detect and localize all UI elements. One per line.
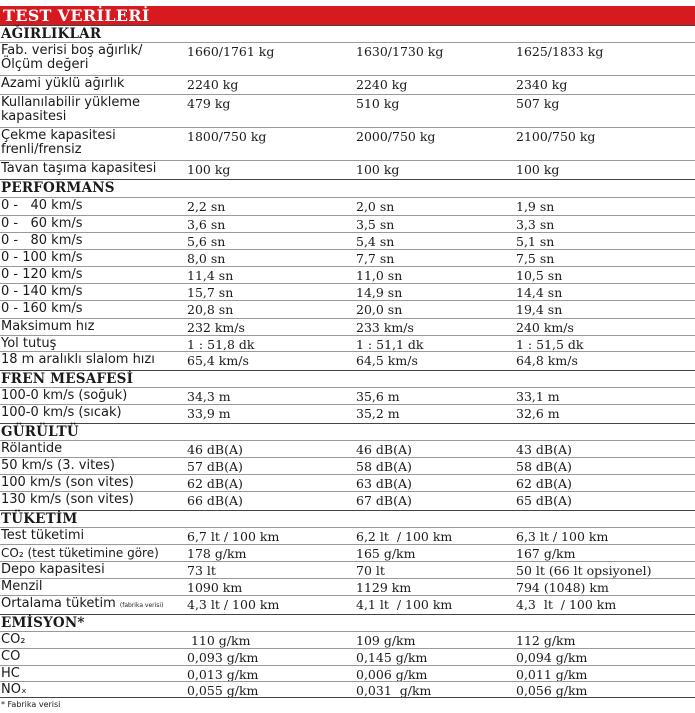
value-car-1: 1 : 51,8 dk [187, 337, 255, 352]
value-car-2: 20,0 sn [356, 302, 403, 317]
table-row [0, 75, 695, 94]
value-car-1: 62 dB(A) [187, 476, 243, 491]
value-car-2: 109 g/km [356, 633, 416, 648]
row-label: 130 km/s (son vites) [1, 492, 134, 507]
value-car-1: 100 kg [187, 162, 231, 177]
value-car-2: 67 dB(A) [356, 493, 412, 508]
table-row [0, 127, 695, 160]
table-row [0, 527, 695, 545]
table-row [0, 595, 695, 614]
value-car-2: 70 lt [356, 563, 385, 578]
value-car-3: 0,011 g/km [516, 667, 588, 682]
row-label: CO [1, 649, 21, 664]
table-row [0, 544, 695, 562]
value-car-2: 64,5 km/s [356, 353, 418, 368]
value-car-3: 14,4 sn [516, 285, 563, 300]
value-car-2: 1129 km [356, 580, 412, 595]
value-car-2: 1 : 51,1 dk [356, 337, 424, 352]
value-car-3: 5,1 sn [516, 234, 555, 249]
table-row [0, 457, 695, 475]
table-row [0, 681, 695, 698]
row-label: 0 - 40 km/s [1, 198, 83, 213]
table-row [0, 578, 695, 596]
row-label: Kullanılabilir yükleme kapasitesi [1, 95, 141, 124]
value-car-2: 0,006 g/km [356, 667, 428, 682]
row-label: Fab. verisi boş ağırlık/ Ölçüm değeri [1, 43, 143, 72]
value-car-3: 32,6 m [516, 406, 560, 421]
value-car-3: 7,5 sn [516, 251, 555, 266]
row-label: Depo kapasitesi [1, 562, 105, 577]
table-row [0, 631, 695, 649]
row-label: Rölantide [1, 441, 63, 456]
row-label: 0 - 160 km/s [1, 301, 83, 316]
value-car-2: 6,2 lt / 100 km [356, 529, 453, 544]
value-car-2: 5,4 sn [356, 234, 395, 249]
table-row [0, 197, 695, 215]
table-row [0, 648, 695, 666]
value-car-1: 4,3 lt / 100 km [187, 597, 280, 612]
value-car-2: 4,1 lt / 100 km [356, 597, 453, 612]
row-label: 100 km/s (son vites) [1, 475, 134, 490]
value-car-3: 6,3 lt / 100 km [516, 529, 609, 544]
row-label: 100-0 km/s (sıcak) [1, 405, 122, 420]
row-label: 50 km/s (3. vites) [1, 458, 116, 473]
value-car-1: 6,7 lt / 100 km [187, 529, 280, 544]
value-car-1: 0,013 g/km [187, 667, 259, 682]
value-car-2: 0,031 g/km [356, 683, 432, 698]
value-car-3: 1,9 sn [516, 199, 555, 214]
value-car-2: 7,7 sn [356, 251, 395, 266]
value-car-2: 165 g/km [356, 546, 416, 561]
table-row [0, 387, 695, 405]
value-car-1: 11,4 sn [187, 268, 234, 283]
section-header-fren-mesafesi: FREN MESAFESİ [0, 370, 695, 387]
table-row [0, 249, 695, 267]
row-label: Azami yüklü ağırlık [1, 76, 125, 91]
value-car-2: 2,0 sn [356, 199, 395, 214]
table-row [0, 491, 695, 510]
value-car-3: 64,8 km/s [516, 353, 578, 368]
row-label: Yol tutuş [1, 336, 57, 351]
value-car-1: 178 g/km [187, 546, 247, 561]
table-row [0, 94, 695, 127]
value-car-3: 43 dB(A) [516, 442, 572, 457]
value-car-3: 100 kg [516, 162, 560, 177]
value-car-3: 58 dB(A) [516, 459, 572, 474]
value-car-2: 3,5 sn [356, 217, 395, 232]
section-header-performans: PERFORMANS [0, 179, 695, 196]
value-car-3: 2100/750 kg [516, 129, 596, 144]
value-car-2: 58 dB(A) [356, 459, 412, 474]
section-header-emisyon: EMİSYON* [0, 614, 695, 631]
table-row [0, 160, 695, 179]
row-label: Test tüketimi [1, 528, 85, 543]
value-car-1: 57 dB(A) [187, 459, 243, 474]
value-car-2: 46 dB(A) [356, 442, 412, 457]
value-car-1: 20,8 sn [187, 302, 234, 317]
row-label: Menzil [1, 579, 43, 594]
value-car-1: 33,9 m [187, 406, 231, 421]
row-label-note: (fabrika verisi) [119, 602, 164, 609]
value-car-3: 1 : 51,5 dk [516, 337, 584, 352]
table-row [0, 404, 695, 423]
table-row [0, 440, 695, 458]
value-car-2: 14,9 sn [356, 285, 403, 300]
row-label: Çekme kapasitesi frenli/frensiz [1, 128, 116, 157]
page-title: TEST VERİLERİ [3, 6, 150, 25]
value-car-1: 0,093 g/km [187, 650, 259, 665]
value-car-1: 34,3 m [187, 389, 231, 404]
table-row [0, 318, 695, 336]
value-car-3: 50 lt (66 lt opsiyonel) [516, 563, 652, 578]
section-header-agirliklar: AĞIRLIKLAR [0, 25, 695, 42]
value-car-3: 4,3 lt / 100 km [516, 597, 617, 612]
value-car-1: 479 kg [187, 96, 231, 111]
table-row [0, 232, 695, 250]
value-car-1: 5,6 sn [187, 234, 226, 249]
value-car-3: 112 g/km [516, 633, 576, 648]
value-car-3: 33,1 m [516, 389, 560, 404]
footnote: * Fabrika verisi [1, 700, 61, 709]
row-label: CO₂ (test tüketimine göre) [1, 546, 159, 560]
value-car-3: 0,094 g/km [516, 650, 588, 665]
value-car-1: 73 lt [187, 563, 216, 578]
value-car-1: 232 km/s [187, 320, 245, 335]
value-car-1: 1800/750 kg [187, 129, 267, 144]
row-label: 0 - 60 km/s [1, 216, 83, 231]
table-row [0, 474, 695, 492]
value-car-3: 794 (1048) km [516, 580, 609, 595]
value-car-3: 167 g/km [516, 546, 576, 561]
row-label: Ortalama tüketim (fabrika verisi) [1, 596, 164, 611]
table-row [0, 266, 695, 284]
value-car-3: 0,056 g/km [516, 683, 588, 698]
row-label: Maksimum hız [1, 319, 95, 334]
value-car-1: 46 dB(A) [187, 442, 243, 457]
value-car-2: 233 km/s [356, 320, 414, 335]
section-header-tuketim: TÜKETİM [0, 510, 695, 527]
table-row [0, 300, 695, 319]
value-car-2: 63 dB(A) [356, 476, 412, 491]
table-row [0, 665, 695, 682]
value-car-1: 2,2 sn [187, 199, 226, 214]
row-label: Tavan taşıma kapasitesi [1, 161, 157, 176]
row-label: 0 - 80 km/s [1, 233, 83, 248]
value-car-2: 100 kg [356, 162, 400, 177]
value-car-1: 3,6 sn [187, 217, 226, 232]
value-car-2: 35,2 m [356, 406, 400, 421]
value-car-2: 35,6 m [356, 389, 400, 404]
value-car-3: 1625/1833 kg [516, 44, 604, 59]
value-car-2: 2240 kg [356, 77, 408, 92]
value-car-3: 65 dB(A) [516, 493, 572, 508]
value-car-1: 1660/1761 kg [187, 44, 275, 59]
value-car-2: 0,145 g/km [356, 650, 428, 665]
row-label: CO₂ [1, 632, 26, 647]
table-row [0, 561, 695, 579]
value-car-3: 507 kg [516, 96, 560, 111]
value-car-1: 0,055 g/km [187, 683, 259, 698]
table-row [0, 215, 695, 233]
value-car-1: 8,0 sn [187, 251, 226, 266]
value-car-1: 110 g/km [187, 633, 251, 648]
table-row [0, 42, 695, 75]
row-label: NOₓ [1, 682, 27, 697]
value-car-2: 510 kg [356, 96, 400, 111]
row-label: 0 - 140 km/s [1, 284, 83, 299]
value-car-2: 2000/750 kg [356, 129, 436, 144]
value-car-3: 240 km/s [516, 320, 574, 335]
value-car-3: 2340 kg [516, 77, 568, 92]
table-bottom-rule [0, 697, 695, 698]
section-header-gurultu: GÜRÜLTÜ [0, 423, 695, 440]
row-label: 0 - 120 km/s [1, 267, 83, 282]
value-car-1: 65,4 km/s [187, 353, 249, 368]
value-car-3: 19,4 sn [516, 302, 563, 317]
row-label: 0 - 100 km/s [1, 250, 83, 265]
title-bar [0, 6, 695, 25]
value-car-1: 2240 kg [187, 77, 239, 92]
row-label: 18 m aralıklı slalom hızı [1, 352, 155, 367]
value-car-3: 3,3 sn [516, 217, 555, 232]
table-row [0, 351, 695, 370]
row-label: HC [1, 666, 20, 681]
value-car-2: 1630/1730 kg [356, 44, 444, 59]
table-row [0, 283, 695, 301]
value-car-1: 66 dB(A) [187, 493, 243, 508]
value-car-2: 11,0 sn [356, 268, 403, 283]
value-car-1: 1090 km [187, 580, 243, 595]
value-car-1: 15,7 sn [187, 285, 234, 300]
value-car-3: 10,5 sn [516, 268, 563, 283]
value-car-3: 62 dB(A) [516, 476, 572, 491]
row-label: 100-0 km/s (soğuk) [1, 388, 128, 403]
